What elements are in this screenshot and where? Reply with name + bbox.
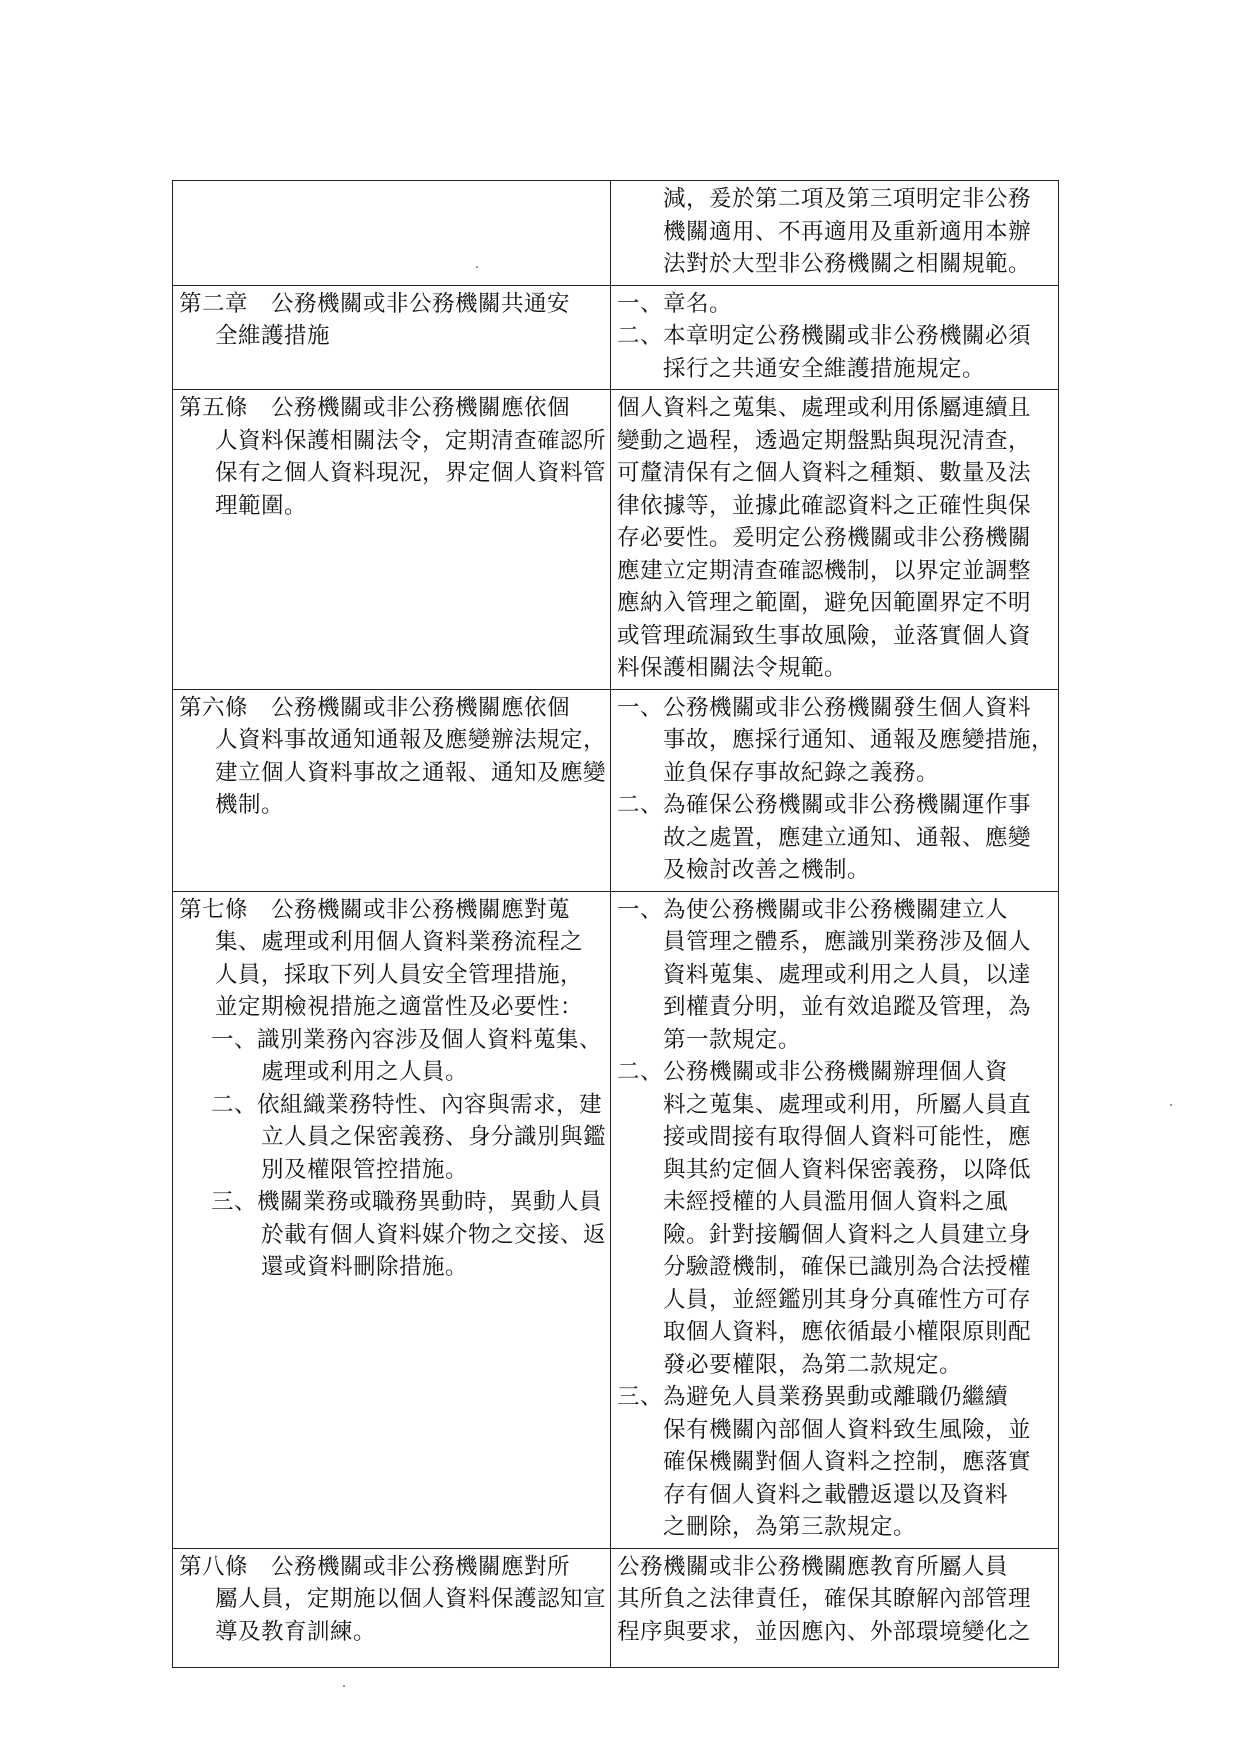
provision-line: 人資料保護相關法令，定期清查確認所	[215, 427, 607, 454]
table-row	[173, 390, 1059, 690]
explanation-line: 取個人資料，應依循最小權限原則配	[663, 1319, 1032, 1345]
provision-line: 別及權限管控措施。	[261, 1156, 469, 1183]
provision-line: 於載有個人資料媒介物之交接、返	[261, 1221, 607, 1248]
provision-line: 第八條 公務機關或非公務機關應對所	[179, 1553, 571, 1580]
scan-speck	[1170, 1104, 1172, 1106]
explanation-line: 保有機關內部個人資料致生風險，並	[663, 1416, 1032, 1443]
scan-speck	[343, 1685, 345, 1687]
explanation-line: 到權責分明，並有效追蹤及管理，為	[663, 994, 1032, 1020]
explanation-line: 一、為使公務機關或非公務機關建立人	[617, 896, 1009, 923]
provision-line: 建立個人資料事故之通報、通知及應變	[215, 759, 607, 786]
explanation-line: 存必要性。爰明定公務機關或非公務機關	[617, 525, 1032, 551]
explanation-line: 料保護相關法令規範。	[617, 655, 848, 681]
provision-line: 處理或利用之人員。	[261, 1059, 469, 1085]
scan-speck	[476, 266, 478, 268]
explanation-line: 接或間接有取得個人資料可能性，應	[663, 1124, 1032, 1150]
provision-cell	[173, 1548, 611, 1667]
explanation-cell	[611, 390, 1059, 690]
provision-line: 人資料事故通知通報及應變辦法規定，	[215, 727, 607, 753]
provision-line: 機制。	[215, 792, 285, 818]
explanation-line: 及檢討改善之機制。	[663, 857, 871, 883]
explanation-cell	[611, 285, 1059, 390]
provision-line: 第七條 公務機關或非公務機關應對蒐	[179, 896, 571, 923]
provision-cell	[173, 891, 611, 1548]
explanation-line: 機關適用、不再適用及重新適用本辦	[663, 218, 1032, 245]
provision-line: 第五條 公務機關或非公務機關應依個	[179, 395, 571, 421]
explanation-line: 一、章名。	[617, 290, 733, 317]
provision-line: 立人員之保密義務、身分識別與鑑	[261, 1124, 607, 1150]
provision-line: 第二章 公務機關或非公務機關共通安	[179, 290, 571, 317]
provision-cell	[173, 390, 611, 690]
explanation-line: 事故，應採行通知、通報及應變措施，	[663, 727, 1055, 753]
explanation-line: 資料蒐集、處理或利用之人員，以達	[663, 961, 1032, 988]
explanation-line: 應納入管理之範圍，避免因範圍界定不明	[617, 590, 1032, 616]
provision-line: 並定期檢視措施之適當性及必要性：	[215, 994, 584, 1020]
provision-line: 屬人員，定期施以個人資料保護認知宣	[215, 1586, 607, 1612]
explanation-line: 應建立定期清查確認機制，以界定並調整	[617, 557, 1032, 584]
explanation-line: 可釐清保有之個人資料之種類、數量及法	[617, 460, 1032, 486]
provision-line: 第六條 公務機關或非公務機關應依個	[179, 694, 571, 721]
explanation-line: 存有個人資料之載體返還以及資料	[663, 1481, 1009, 1508]
explanation-line: 三、為避免人員業務異動或離職仍繼續	[617, 1384, 1009, 1410]
explanation-line: 未經授權的人員濫用個人資料之風	[663, 1189, 1009, 1215]
provision-line: 集、處理或利用個人資料業務流程之	[215, 929, 584, 955]
explanation-line: 二、為確保公務機關或非公務機關運作事	[617, 792, 1032, 818]
explanation-line: 律依據等，並據此確認資料之正確性與保	[617, 492, 1032, 519]
regulation-comparison-table	[172, 180, 1059, 1668]
explanation-line: 變動之過程，透過定期盤點與現況清查，	[617, 427, 1032, 454]
explanation-cell	[611, 891, 1059, 1548]
provision-line: 人員，採取下列人員安全管理措施，	[215, 961, 584, 988]
provision-cell	[173, 181, 611, 286]
explanation-line: 料之蒐集、處理或利用，所屬人員直	[663, 1091, 1032, 1118]
provision-line: 導及教育訓練。	[215, 1618, 377, 1645]
explanation-cell	[611, 181, 1059, 286]
explanation-line: 個人資料之蒐集、處理或利用係屬連續且	[617, 395, 1032, 421]
explanation-cell	[611, 1548, 1059, 1667]
explanation-cell	[611, 689, 1059, 891]
provision-line: 全維護措施	[215, 323, 331, 349]
table-row	[173, 1548, 1059, 1667]
explanation-line: 二、公務機關或非公務機關辦理個人資	[617, 1059, 1009, 1085]
provision-item: 一、識別業務內容涉及個人資料蒐集、	[211, 1026, 603, 1053]
explanation-line: 確保機關對個人資料之控制，應落實	[663, 1449, 1032, 1475]
table-row	[173, 689, 1059, 891]
explanation-line: 一、公務機關或非公務機關發生個人資料	[617, 694, 1032, 721]
provision-line: 還或資料刪除措施。	[261, 1254, 469, 1280]
explanation-line: 採行之共通安全維護措施規定。	[663, 355, 986, 382]
explanation-line: 分驗證機制，確保已識別為合法授權	[663, 1254, 1032, 1280]
provision-line: 理範圍。	[215, 492, 308, 519]
explanation-line: 險。針對接觸個人資料之人員建立身	[663, 1221, 1032, 1248]
explanation-line: 或管理疏漏致生事故風險，並落實個人資	[617, 622, 1032, 649]
explanation-line: 減，爰於第二項及第三項明定非公務	[663, 186, 1032, 212]
explanation-line: 人員，並經鑑別其身分真確性方可存	[663, 1286, 1032, 1313]
explanation-line: 與其約定個人資料保密義務，以降低	[663, 1156, 1032, 1183]
explanation-line: 發必要權限，為第二款規定。	[663, 1351, 963, 1378]
table-row	[173, 285, 1059, 390]
provision-line: 保有之個人資料現況，界定個人資料管	[215, 460, 607, 486]
table-row	[173, 891, 1059, 1548]
provision-cell	[173, 285, 611, 390]
explanation-line: 員管理之體系，應識別業務涉及個人	[663, 929, 1032, 955]
table-row	[173, 181, 1059, 286]
explanation-line: 並負保存事故紀錄之義務。	[663, 759, 940, 786]
provision-cell	[173, 689, 611, 891]
provision-item: 二、依組織業務特性、內容與需求，建	[211, 1091, 603, 1118]
explanation-line: 法對於大型非公務機關之相關規範。	[663, 251, 1032, 277]
explanation-line: 公務機關或非公務機關應教育所屬人員	[617, 1553, 1009, 1580]
explanation-line: 故之處置，應建立通知、通報、應變	[663, 824, 1032, 851]
provision-item: 三、機關業務或職務異動時，異動人員	[211, 1189, 603, 1215]
explanation-line: 第一款規定。	[663, 1026, 802, 1053]
explanation-line: 二、本章明定公務機關或非公務機關必須	[617, 323, 1032, 349]
explanation-line: 程序與要求，並因應內、外部環境變化之	[617, 1618, 1032, 1645]
explanation-line: 之刪除，為第三款規定。	[663, 1514, 917, 1540]
explanation-line: 其所負之法律責任，確保其瞭解內部管理	[617, 1586, 1032, 1612]
